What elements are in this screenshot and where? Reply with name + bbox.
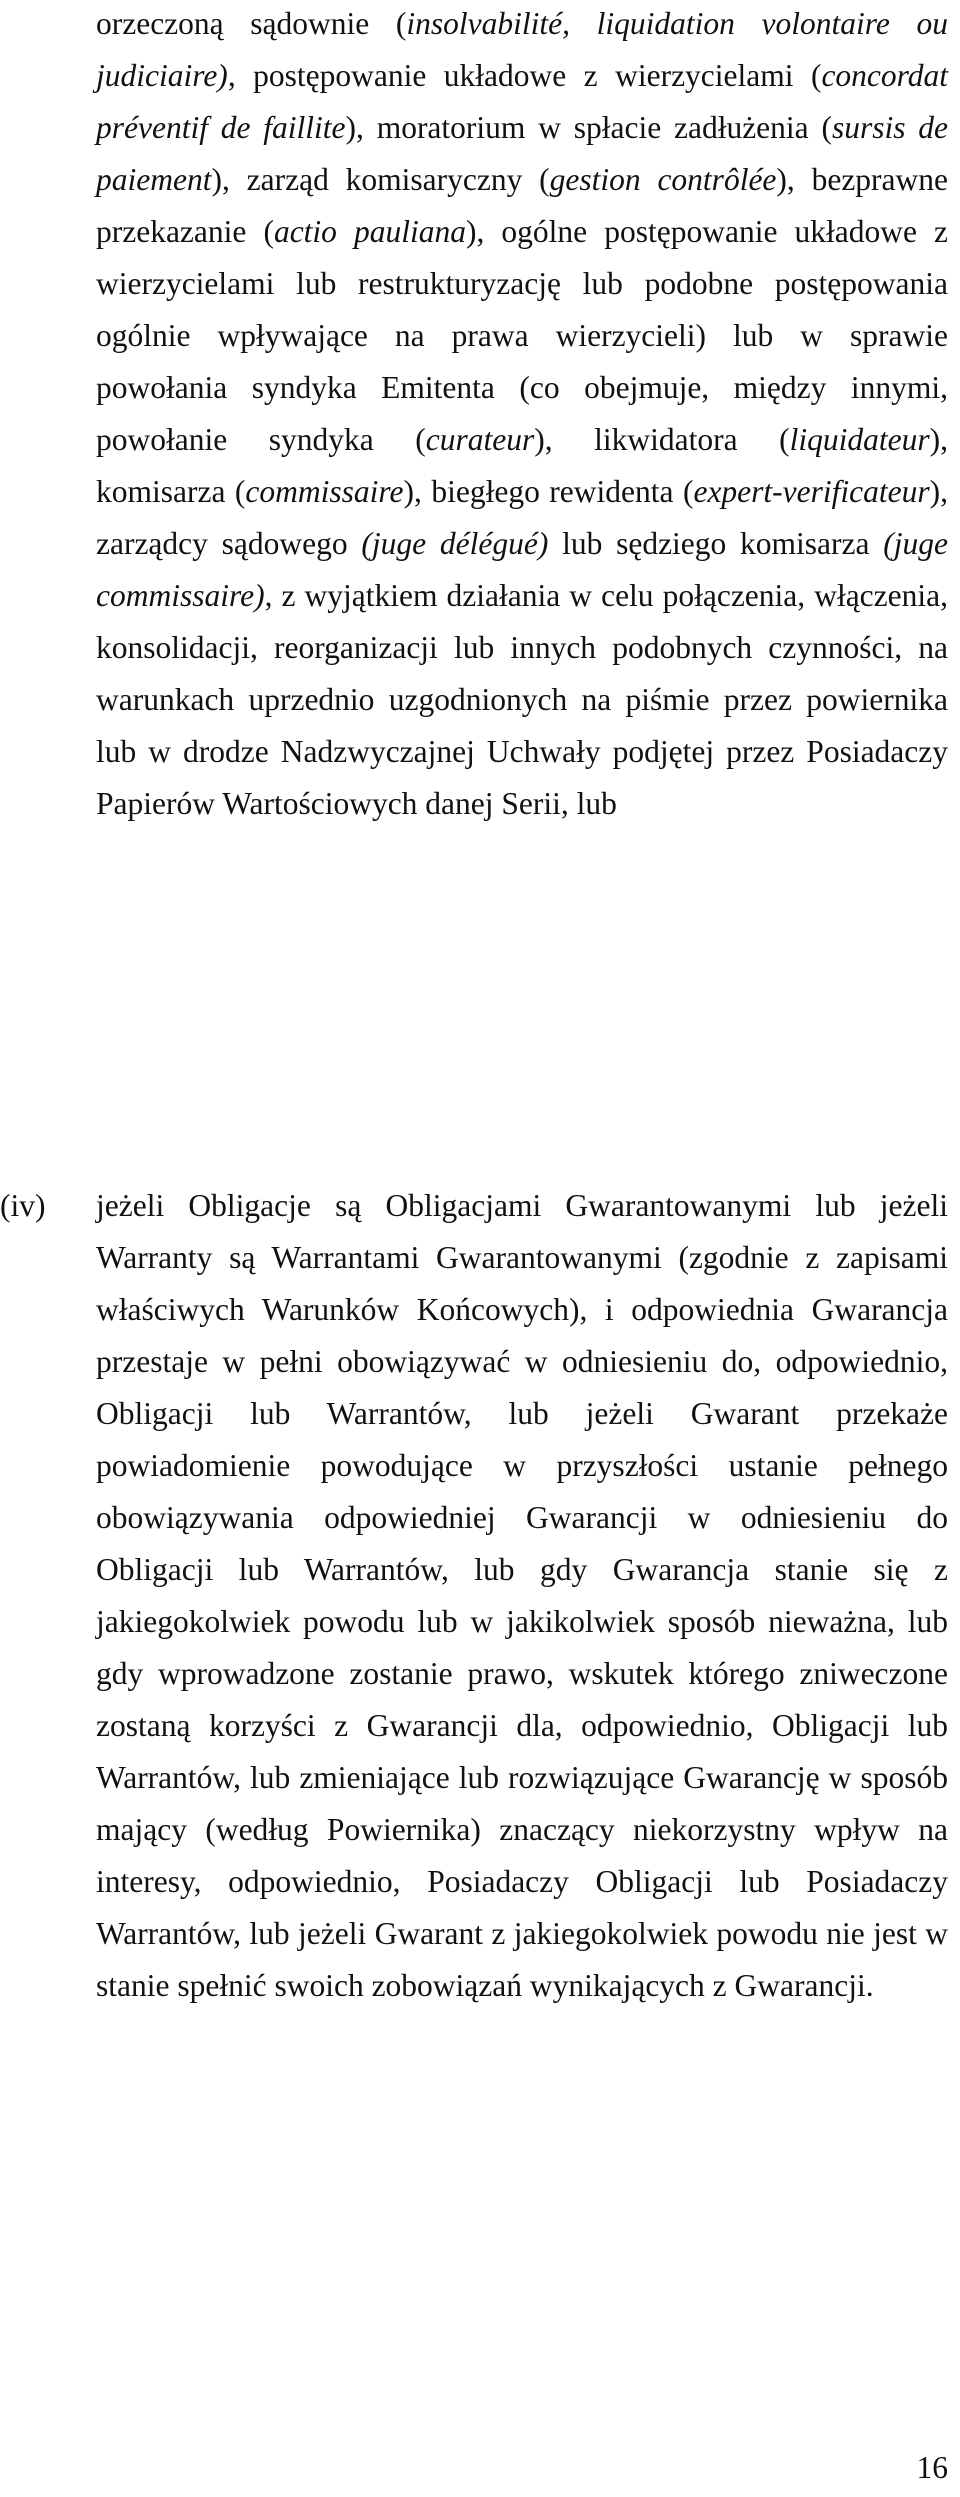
text-segment: ), zarządcy sądowego: [96, 474, 948, 561]
text-segment: ), likwidatora (: [534, 422, 790, 457]
text-segment-italic: sursis de paiement: [96, 110, 948, 197]
text-segment: , postępowanie układowe z wierzycielami (: [227, 58, 822, 93]
text-segment: , z wyjątkiem działania w celu połączenia, włączenia, konsolidacji, reorganizacji lub innych podobnych czynności, na warunkach uprzednio uzgodnionych na piśmie przez powiernika lub w drodze Nadzwyczajnej Uchwały podjętej przez Posiadaczy Papierów Wartościowych danej Serii, lub: [96, 578, 948, 821]
text-segment: ), ogólne postępowanie układowe z wierzycielami lub restrukturyzację lub podobne postępowania ogólnie wpływające na prawa wierzycieli) lub w sprawie powołania syndyka Emitenta (co obejmuje, między innymi, powołanie syndyka (: [96, 214, 948, 457]
text-segment-italic: (juge commissaire): [96, 526, 948, 613]
text-segment: orzeczoną sądownie (: [96, 6, 407, 41]
text-segment-italic: expert-verificateur: [693, 474, 930, 509]
text-segment-italic: (juge délégué): [361, 526, 549, 561]
text-segment-italic: curateur: [425, 422, 535, 457]
text-segment: ), komisarza (: [96, 422, 948, 509]
item-label-iv: (iv): [0, 1188, 46, 1223]
text-segment: ), zarząd komisaryczny (: [211, 162, 550, 197]
page-number: 16: [916, 2450, 948, 2485]
text-segment-italic: commissaire: [245, 474, 404, 509]
text-segment: ), bezprawne przekazanie (: [96, 162, 948, 249]
text-segment-italic: insolvabilité, liquidation volontaire ou judiciaire): [96, 6, 949, 93]
text-segment: lub sędziego komisarza: [548, 526, 884, 561]
text-segment: ), biegłego rewidenta (: [403, 474, 694, 509]
text-segment-italic: concordat préventif de faillite: [96, 58, 948, 145]
item-iv-text: jeżeli Obligacje są Obligacjami Gwarantowanymi lub jeżeli Warranty są Warrantami Gwarantowanymi (zgodnie z zapisami właściwych Warunków Końcowych), i odpowiednia Gwarancja przestaje w pełni obowiązywać w odniesieniu do, odpowiednio, Obligacji lub Warrantów, lub jeżeli Gwarant przekaże powiadomienie powodujące w przyszłości ustanie pełnego obowiązywania odpowiedniej Gwarancji w odniesieniu do Obligacji lub Warrantów, lub gdy Gwarancja stanie się z jakiegokolwiek powodu lub w jakikolwiek sposób nieważna, lub gdy wprowadzone zostanie prawo, wskutek którego zniweczone zostaną korzyści z Gwarancji dla, odpowiednio, Obligacji lub Warrantów, lub zmieniające lub rozwiązujące Gwarancję w sposób mający (według Powiernika) znaczący niekorzystny wpływ na interesy, odpowiednio, Posiadaczy Obligacji lub Posiadaczy Warrantów, lub jeżeli Gwarant z jakiegokolwiek powodu nie jest w stanie spełnić swoich zobowiązań wynikających z Gwarancji.: [96, 1188, 948, 2003]
text-segment-italic: gestion contrôlée: [549, 162, 777, 197]
text-segment: ), moratorium w spłacie zadłużenia (: [345, 110, 832, 145]
text-segment-italic: actio pauliana: [273, 214, 466, 249]
text-segment-italic: liquidateur: [789, 422, 930, 457]
paragraph-continued: [96, 0, 948, 830]
